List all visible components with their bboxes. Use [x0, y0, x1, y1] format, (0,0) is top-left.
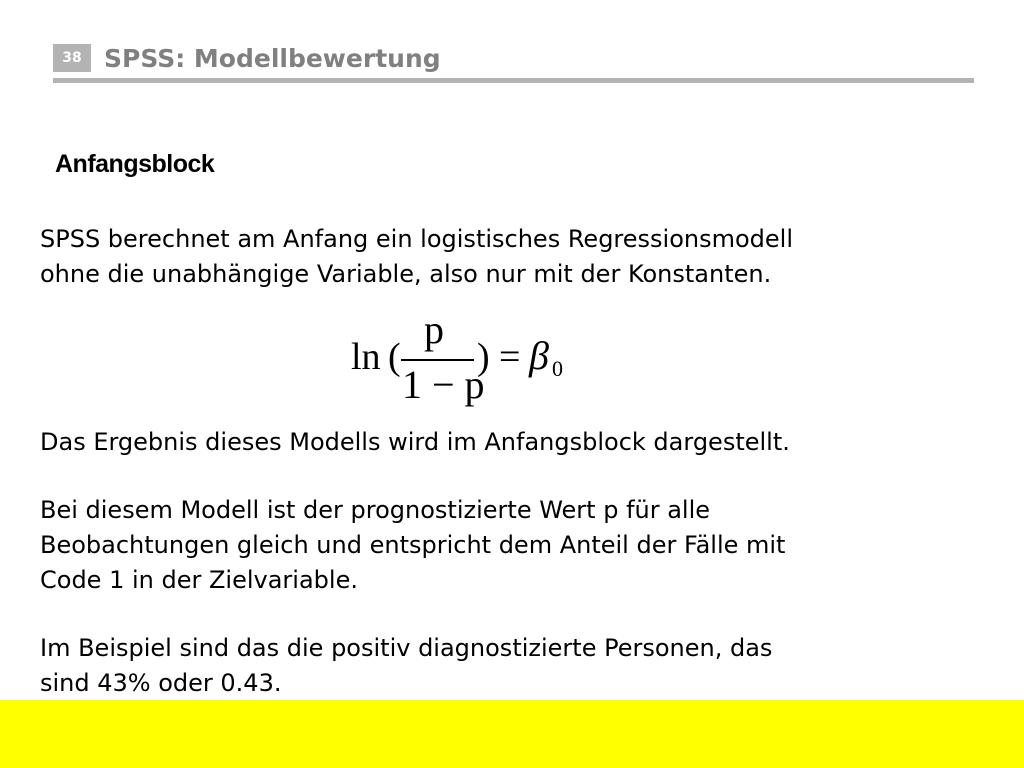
paragraph-model-line-1: Bei diesem Modell ist der prognostizierte Wert p für alle	[40, 496, 711, 524]
paragraph-intro	[40, 222, 990, 292]
formula-equals: =	[499, 336, 521, 378]
paragraph-model-line-2: Beobachtungen gleich und entspricht dem Anteil der Fälle mit	[40, 531, 786, 559]
paragraph-result-line-1: Das Ergebnis dieses Modells wird im Anfangsblock dargestellt.	[40, 428, 790, 456]
paragraph-intro-line-2: ohne die unabhängige Variable, also nur mit der Konstanten.	[40, 260, 772, 288]
formula-denominator: 1 − p	[402, 362, 485, 407]
formula-fraction-bar	[401, 359, 474, 361]
paragraph-result	[40, 425, 990, 460]
formula-close-paren: )	[477, 336, 490, 378]
slide-title: SPSS: Modellbewertung	[104, 44, 441, 73]
paragraph-intro-line-1: SPSS berechnet am Anfang ein logistisches Regressionsmodell	[40, 225, 793, 253]
paragraph-example-line-2: sind 43% oder 0.43.	[40, 669, 282, 697]
section-heading: Anfangsblock	[55, 150, 215, 178]
logit-formula	[346, 307, 586, 410]
formula-beta: β	[529, 333, 549, 378]
formula-open-paren: (	[388, 336, 401, 378]
formula-subscript: 0	[552, 356, 563, 381]
formula-ln: ln	[351, 336, 381, 378]
paragraph-model	[40, 493, 990, 598]
formula-numerator: p	[424, 307, 444, 352]
header-divider	[53, 78, 974, 83]
paragraph-example	[40, 631, 990, 701]
slide-header	[0, 0, 1024, 90]
paragraph-example-line-1: Im Beispiel sind das die positiv diagnostizierte Personen, das	[40, 634, 773, 662]
paragraph-model-line-3: Code 1 in der Zielvariable.	[40, 566, 358, 594]
bottom-highlight-band	[0, 700, 1024, 768]
slide-number-badge: 38	[53, 44, 91, 72]
